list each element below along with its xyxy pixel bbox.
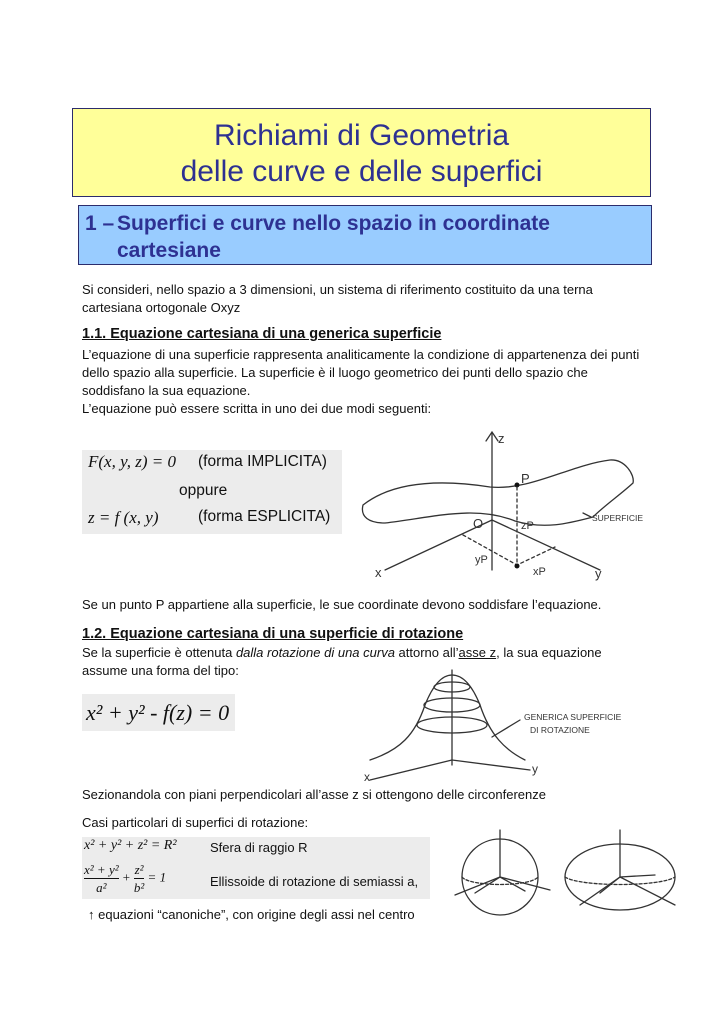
canonical-note: ↑ equazioni “canoniche”, con origine degli assi nel centro [88,907,415,922]
title-line-1: Richiami di Geometria [213,119,510,152]
point-p-label: P [521,471,530,486]
point-condition-paragraph: Se un punto P appartiene alla superficie, le sue coordinate devono soddisfare l’equazione. [82,597,602,612]
yp-label: yP [475,554,488,566]
implicit-formula: F(x, y, z) = 0 [88,452,176,471]
canonical-equations-box [82,837,430,899]
title-box [72,108,651,197]
subsection-1-1-heading: 1.1. Equazione cartesiana di una generica superficie [82,326,442,342]
subsection-1-1-paragraph: L’equazione di una superficie rappresenta analiticamente la condizione di appartenenza dei punti dello spazio alla superficie. La superficie è il luogo geometrico dei punti dello spazio che soddisfano la sua equazione. [82,347,640,398]
zp-label: zP [521,520,534,532]
explicit-formula: z = f (x, y) [88,508,159,527]
z-axis-label: z [498,431,505,446]
section-number: 1 – [85,212,115,235]
xp-label: xP [533,566,546,578]
x-axis-label: x [375,565,382,580]
subsection-1-1-ways: L’equazione può essere scritta in uno dei due modi seguenti: [82,401,432,416]
intro-paragraph: Si consideri, nello spazio a 3 dimensioni, un sistema di riferimento costituito da una terna cartesiana ortogonale Oxyz [82,282,593,315]
section-title-line-1: Superfici e curve nello spazio in coordinate [117,212,550,235]
section-title-line-2: cartesiane [117,239,221,262]
rotation-label-1: GENERICA SUPERFICIE [524,712,622,722]
implicit-label: (forma IMPLICITA) [198,453,327,470]
subsection-1-2-paragraph: Se la superficie è ottenuta dalla rotazione di una curva attorno all’asse z, la sua equazione assume una forma del tipo: [82,645,602,678]
special-cases-paragraph: Casi particolari di superfici di rotazione: [82,815,309,830]
sphere-label: Sfera di raggio R [210,840,308,855]
sphere-equation: x² + y² + z² = R² [84,838,177,853]
surface-equation-box [82,450,342,534]
rotation-equation: x² + y² - f(z) = 0 [82,694,235,731]
oppure-label: oppure [179,482,228,499]
explicit-label: (forma ESPLICITA) [198,508,331,525]
surface-label: SUPERFICIE [592,513,644,523]
ellipsoid-equation: $\frac{\text{x² + y²}}{\text{a²}}$ + $\frac{\text{z²}}{\text{b²}}$ = 1 [84,862,167,895]
y-axis-label: y [595,566,602,581]
section-heading [78,205,652,265]
sphere-ellipsoid-sketch [440,825,690,925]
rotation-label-2: DI ROTAZIONE [530,725,590,735]
rotation-surface-sketch [360,665,660,783]
rotation-x-label: x [364,770,370,783]
subsection-1-2-heading: 1.2. Equazione cartesiana di una superficie di rotazione [82,626,464,642]
surface-sketch [355,425,655,590]
rotation-y-label: y [532,762,538,776]
title-line-2: delle curve e delle superfici [180,155,543,188]
ellipsoid-label: Ellissoide di rotazione di semiassi a, [210,874,419,889]
sections-paragraph: Sezionandola con piani perpendicolari all’asse z si ottengono delle circonferenze [82,787,546,802]
origin-label: O [473,516,484,531]
